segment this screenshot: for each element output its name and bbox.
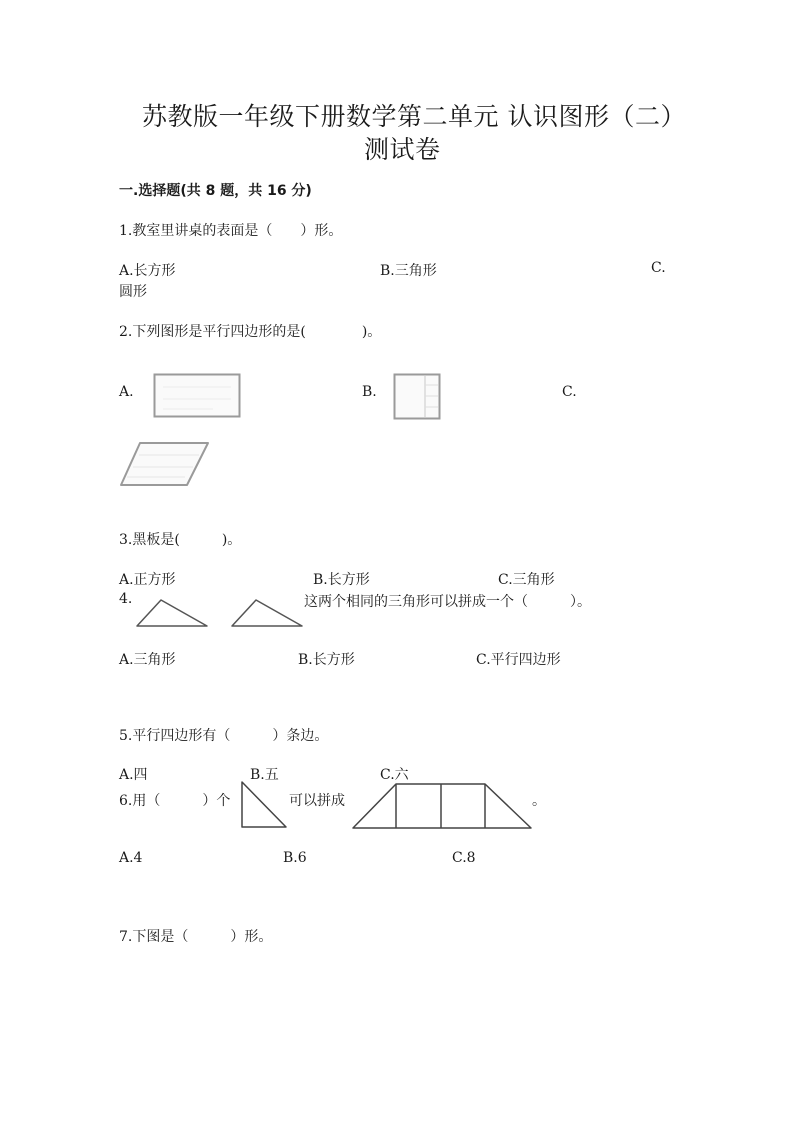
- q5-option-a[interactable]: A.四: [119, 767, 148, 783]
- triangle-figure-2: [230, 598, 306, 630]
- square-figure: [393, 373, 443, 421]
- section-heading: 一.选择题(共 8 题，共 16 分): [119, 183, 312, 199]
- q2-option-c[interactable]: C.: [562, 384, 577, 400]
- question-4-number: 4.: [119, 591, 133, 607]
- triangle-figure-1: [135, 598, 211, 630]
- q4-option-c[interactable]: C.平行四边形: [476, 652, 561, 668]
- question-7: 7.下图是（ ）形。: [119, 929, 273, 945]
- q2-option-b[interactable]: B.: [362, 384, 377, 400]
- right-triangle-figure: [240, 780, 290, 830]
- page-title-line2: 测试卷: [364, 135, 441, 164]
- q3-option-a[interactable]: A.正方形: [119, 572, 176, 588]
- q1-option-c-text: 圆形: [119, 284, 147, 300]
- rectangle-figure: [153, 373, 243, 419]
- q1-option-a[interactable]: A.长方形: [119, 263, 176, 279]
- q1-option-c[interactable]: C.: [651, 260, 666, 276]
- q3-option-b[interactable]: B.长方形: [313, 572, 370, 588]
- parallelogram-figure: [119, 441, 211, 487]
- q3-option-c[interactable]: C.三角形: [498, 572, 555, 588]
- question-1: 1.教室里讲桌的表面是（ ）形。: [119, 223, 343, 239]
- q1-option-b[interactable]: B.三角形: [380, 263, 437, 279]
- q5-option-c[interactable]: C.六: [380, 767, 409, 783]
- question-6-start: 6.用（ ）个: [119, 793, 231, 809]
- q6-option-a[interactable]: A.4: [119, 850, 143, 866]
- q6-option-b[interactable]: B.6: [283, 850, 307, 866]
- question-4: 这两个相同的三角形可以拼成一个（ ）。: [304, 594, 591, 610]
- page-title: 苏教版一年级下册数学第二单元 认识图形（二）: [142, 102, 686, 131]
- q4-option-a[interactable]: A.三角形: [119, 652, 176, 668]
- question-2: 2.下列图形是平行四边形的是( )。: [119, 324, 382, 340]
- q4-option-b[interactable]: B.长方形: [298, 652, 355, 668]
- trapezoid-figure: [351, 782, 533, 830]
- q6-option-c[interactable]: C.8: [452, 850, 476, 866]
- question-3: 3.黑板是( )。: [119, 532, 242, 548]
- q2-option-a[interactable]: A.: [119, 384, 134, 400]
- question-5: 5.平行四边形有（ ）条边。: [119, 728, 329, 744]
- q5-option-b[interactable]: B.五: [250, 767, 279, 783]
- question-6-end: 。: [532, 793, 546, 809]
- question-6-mid: 可以拼成: [289, 793, 345, 809]
